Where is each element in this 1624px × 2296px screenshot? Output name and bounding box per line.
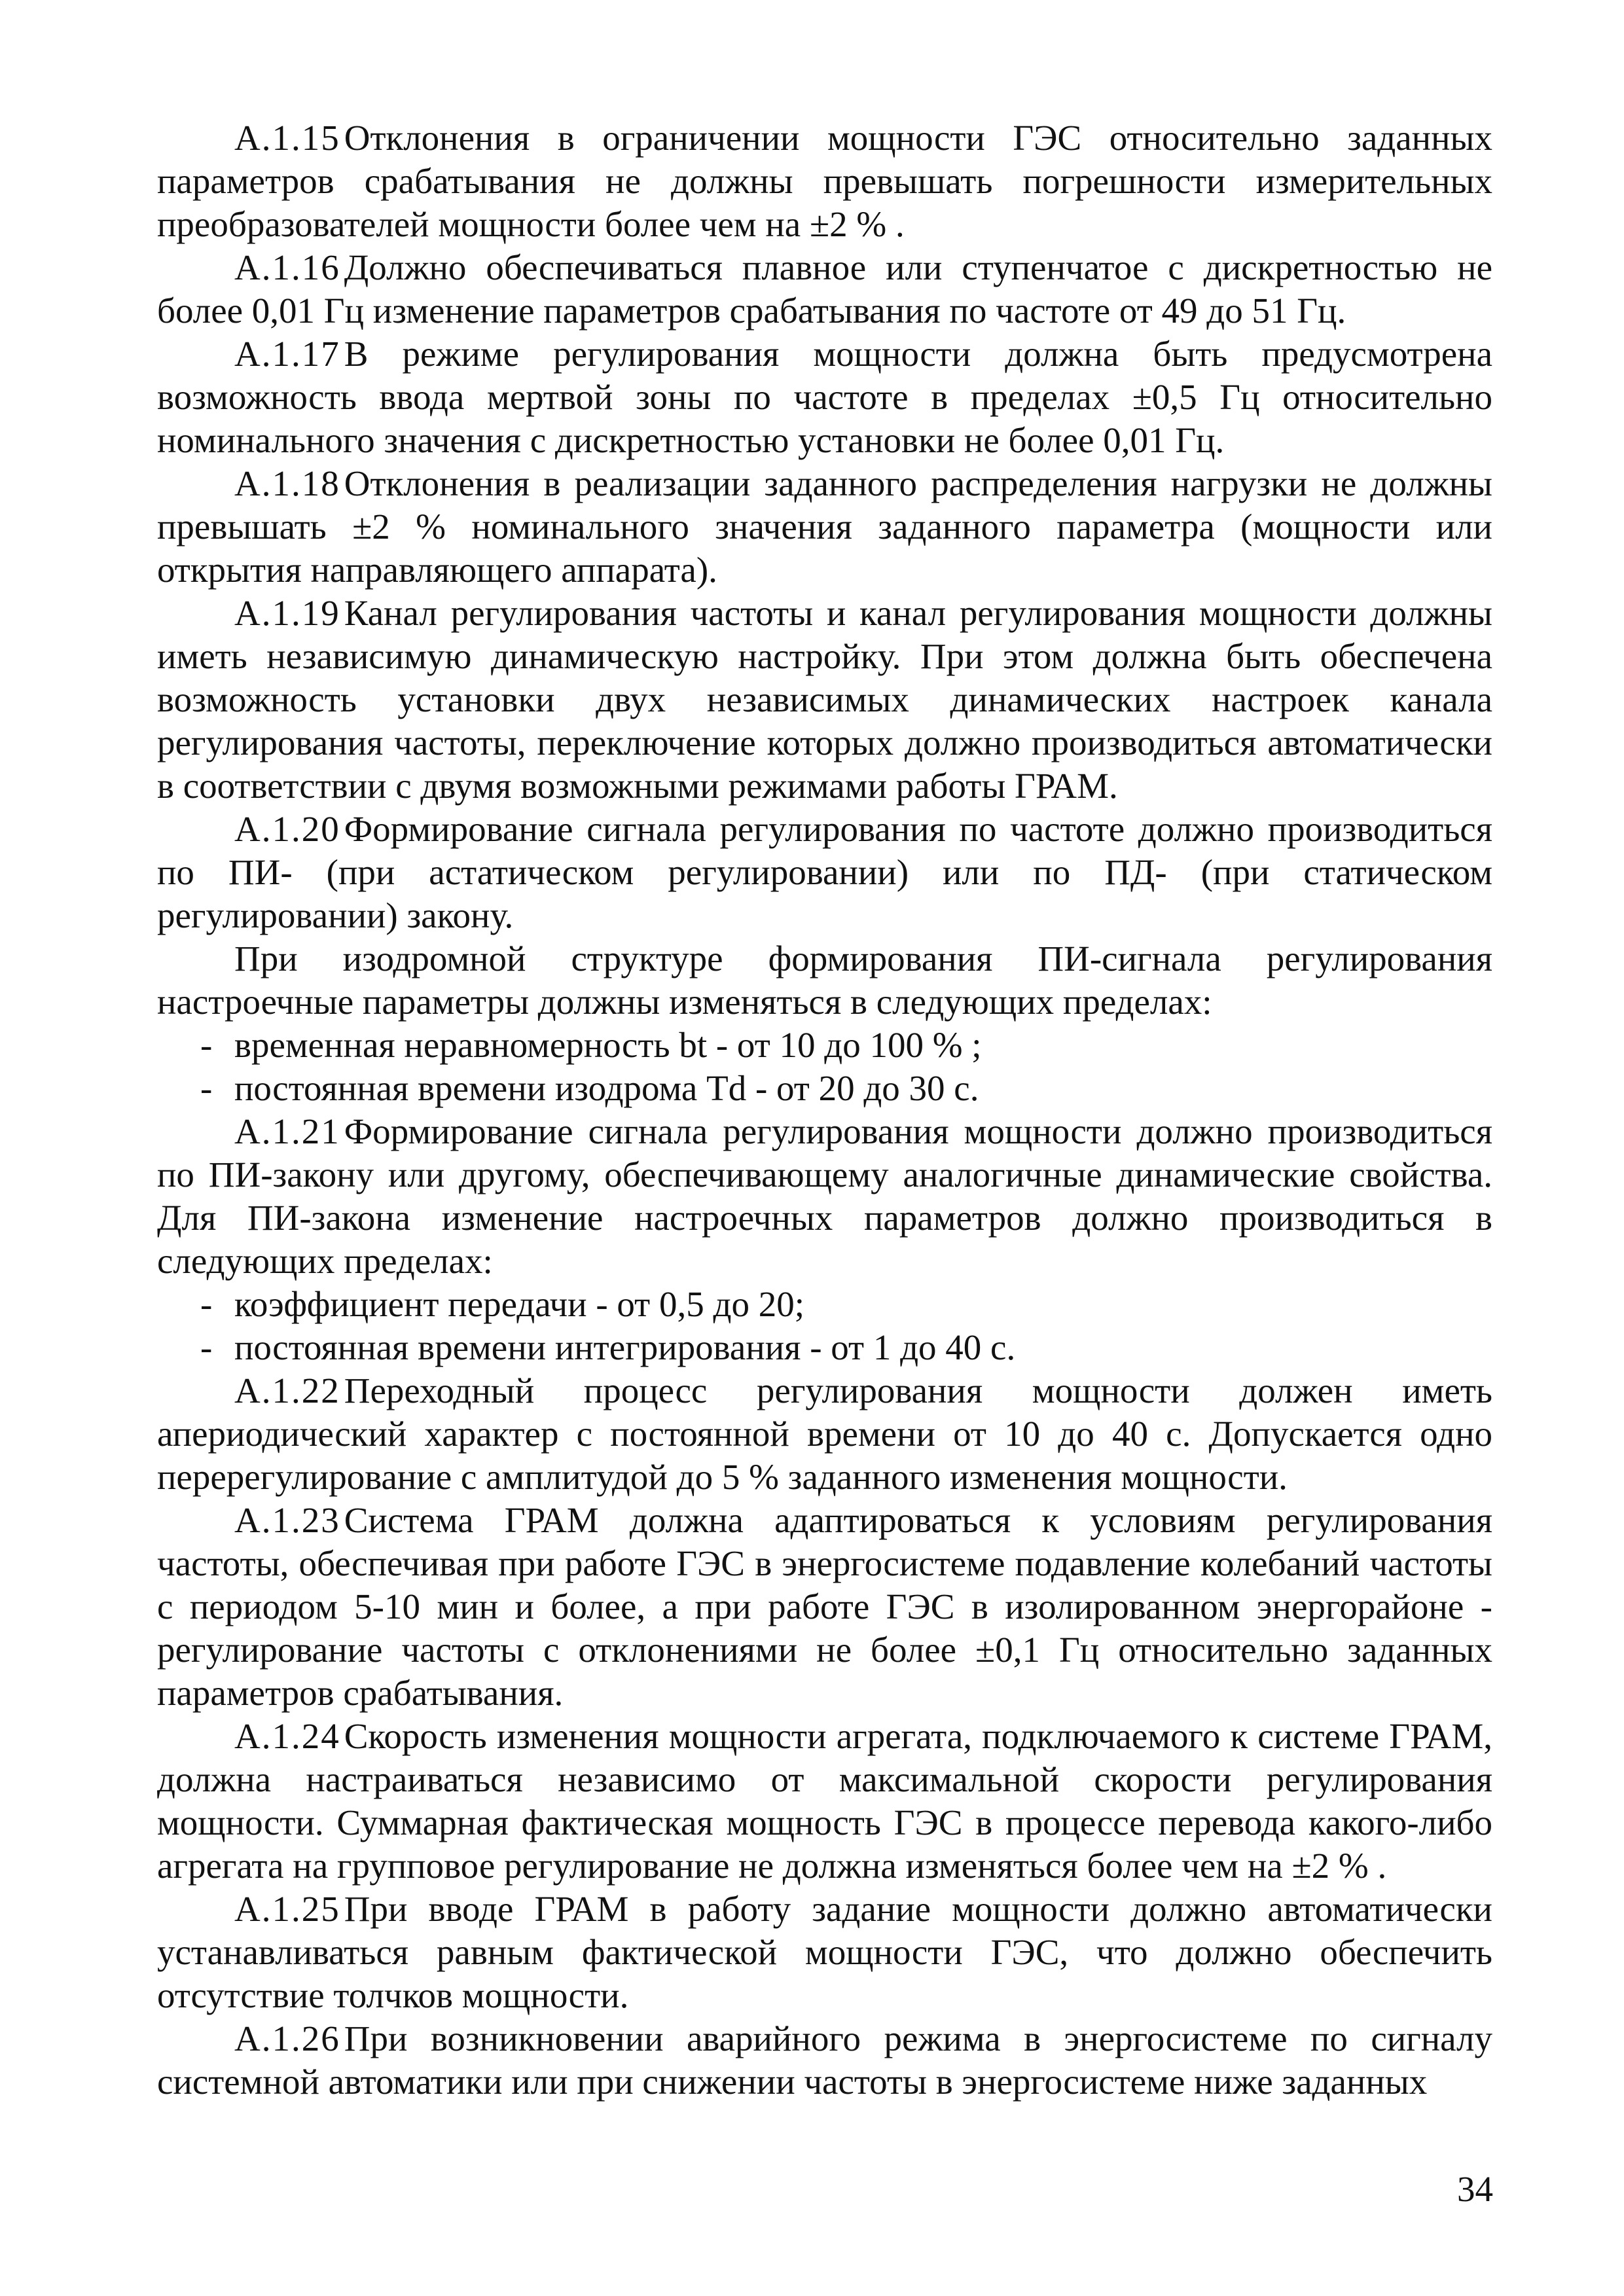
paragraph-text: Система ГРАМ должна адаптироваться к условиям регулирования частоты, обеспечивая при работе ГЭС в энергосистеме подавление колебаний частоты с периодом 5-10 мин и более, а при работе ГЭС в изолированном энергорайоне - регулирование частоты с отклонениями не более ±0,1 Гц относительно заданных параметров срабатывания. — [157, 1500, 1492, 1713]
paragraph-number: А.1.23 — [234, 1500, 340, 1540]
paragraph-text: Отклонения в реализации заданного распределения нагрузки не должны превышать ±2 % номинального значения заданного параметра (мощности или открытия направляющего аппарата). — [157, 463, 1492, 590]
list-item-text: постоянная времени интегрирования - от 1 до 40 с. — [234, 1327, 1016, 1367]
list-item: - коэффициент передачи - от 0,5 до 20; — [200, 1284, 804, 1324]
paragraph-a-1-20 — [157, 808, 1492, 937]
paragraph-number: А.1.17 — [234, 334, 340, 374]
list-item: - постоянная времени интегрирования - от 1 до 40 с. — [200, 1327, 1016, 1367]
paragraph-text: Формирование сигнала регулирования мощности должно производиться по ПИ-закону или другому, обеспечивающему аналогичные динамические свойства. Для ПИ-закона изменение настроечных параметров должно производиться в следующих пределах: — [157, 1111, 1492, 1281]
document-body — [157, 117, 1492, 2104]
paragraph-number: А.1.25 — [234, 1889, 340, 1929]
paragraph-a-1-21 — [157, 1110, 1492, 1283]
paragraph-text: Формирование сигнала регулирования по частоте должно производиться по ПИ- (при астатическом регулировании) или по ПД- (при статическом регулировании) закону. — [157, 809, 1492, 935]
paragraph-number: А.1.18 — [234, 463, 340, 503]
paragraph-text: Скорость изменения мощности агрегата, подключаемого к системе ГРАМ, должна настраиваться независимо от максимальной скорости регулирования мощности. Суммарная фактическая мощность ГЭС в процессе перевода какого-либо агрегата на групповое регулирование не должна изменяться более чем на ±2 % . — [157, 1716, 1492, 1886]
paragraph-a-1-17 — [157, 332, 1492, 462]
paragraph-a-1-24 — [157, 1715, 1492, 1888]
paragraph-number: А.1.15 — [234, 118, 340, 158]
page-number: 34 — [1457, 2169, 1493, 2209]
paragraph-text: При вводе ГРАМ в работу задание мощности должно автоматически устанавливаться равным фактической мощности ГЭС, что должно обеспечить отсутствие толчков мощности. — [157, 1889, 1492, 2015]
paragraph-number: А.1.22 — [234, 1371, 340, 1410]
paragraph-number: А.1.20 — [234, 809, 340, 849]
list-item: - временная неравномерность bt - от 10 до 100 % ; — [200, 1025, 982, 1065]
paragraph-text: Должно обеспечиваться плавное или ступенчатое с дискретностью не более 0,01 Гц изменение параметров срабатывания по частоте от 49 до 51 Гц. — [157, 247, 1492, 331]
paragraph-text: Отклонения в ограничении мощности ГЭС относительно заданных параметров срабатывания не должны превышать погрешности измерительных преобразователей мощности более чем на ±2 % . — [157, 118, 1492, 244]
paragraph-a-1-26 — [157, 2017, 1492, 2104]
paragraph-a-1-16 — [157, 246, 1492, 332]
list-item-text: временная неравномерность bt - от 10 до 100 % ; — [234, 1025, 982, 1065]
paragraph-a-1-23 — [157, 1499, 1492, 1715]
paragraph-text: В режиме регулирования мощности должна быть предусмотрена возможность ввода мертвой зоны по частоте в пределах ±0,5 Гц относительно номинального значения с дискретностью установки не более 0,01 Гц. — [157, 334, 1492, 460]
list-item-text: коэффициент передачи - от 0,5 до 20; — [234, 1284, 804, 1324]
paragraph-text: При возникновении аварийного режима в энергосистеме по сигналу системной автоматики или при снижении частоты в энергосистеме ниже заданных — [157, 2018, 1492, 2102]
paragraph-a-1-19 — [157, 592, 1492, 808]
paragraph-text: При изодромной структуре формирования ПИ-сигнала регулирования настроечные параметры должны изменяться в следующих пределах: — [157, 939, 1492, 1022]
paragraph-a-1-15 — [157, 117, 1492, 246]
paragraph-a-1-22 — [157, 1369, 1492, 1499]
paragraph-number: А.1.19 — [234, 593, 340, 633]
paragraph-text: Переходный процесс регулирования мощности должен иметь апериодический характер с постоянной времени от 10 до 40 с. Допускается одно перерегулирование с амплитудой до 5 % заданного изменения мощности. — [157, 1371, 1492, 1497]
list-item-text: постоянная времени изодрома Td - от 20 до 30 с. — [234, 1068, 979, 1108]
paragraph-number: А.1.21 — [234, 1111, 340, 1151]
paragraph-text: Канал регулирования частоты и канал регулирования мощности должны иметь независимую динамическую настройку. При этом должна быть обеспечена возможность установки двух независимых динамических настроек канала регулирования частоты, переключение которых должно производиться автоматически в соответствии с двумя возможными режимами работы ГРАМ. — [157, 593, 1492, 806]
paragraph-a-1-25 — [157, 1888, 1492, 2017]
paragraph-number: А.1.24 — [234, 1716, 340, 1756]
paragraph-number: А.1.16 — [234, 247, 340, 287]
paragraph-number: А.1.26 — [234, 2018, 340, 2058]
paragraph-izodrom — [157, 937, 1492, 1024]
list-item: - постоянная времени изодрома Td - от 20 до 30 с. — [200, 1068, 979, 1108]
paragraph-a-1-18 — [157, 462, 1492, 592]
